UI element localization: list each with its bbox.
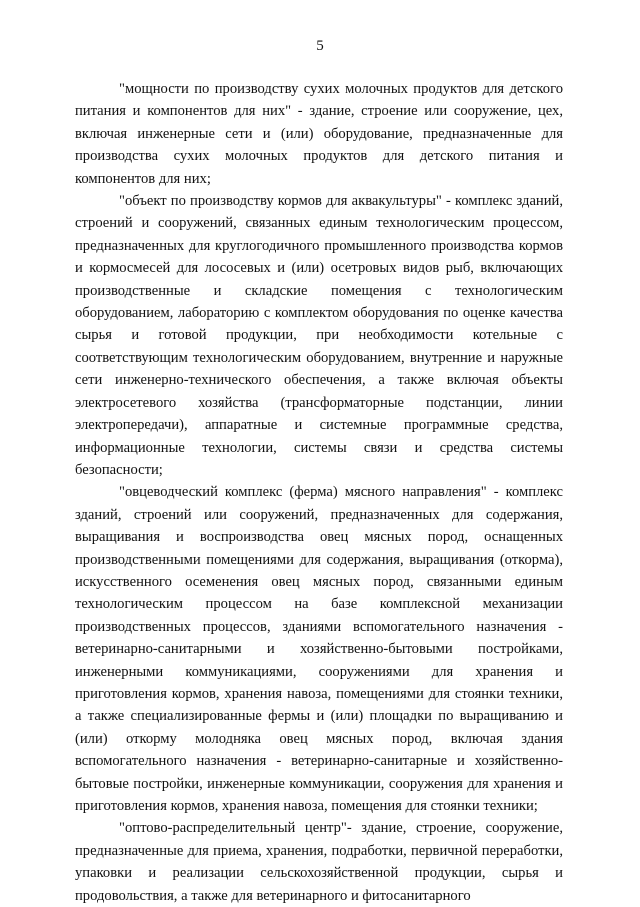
paragraph-wholesale-distribution-center: "оптово-распределительный центр"- здание, строение, сооружение, предназначенные для приема, хранения, подработки, первичной переработки, упаковки и реализации сельскохозяйственной продукции, сырья и продовольствия, а также для ветеринарного и фитосанитарного: [75, 820, 563, 904]
paragraph-aquaculture-feed-facility: "объект по производству кормов для аквакультуры" - комплекс зданий, строений и сооружений, связанных единым технологическим процессом, предназначенных для круглогодичного промышленного производства кормов и кормосмесей для лососевых и (или) осетровых видов рыб, включающих производственные и складские помещения с технологическим оборудованием, лабораторию с комплектом оборудования по оценке качества сырья и готовой продукции, при необходимости котельные с соответствующим технологическим оборудованием, внутренние и наружные сети инженерно-технического обеспечения, а также включая объекты электросетевого хозяйства (трансформаторные подстанции, линии электропередачи), аппаратные и системные программные средства, информационные технологии, системы связи и средства системы безопасности;: [75, 193, 563, 478]
paragraph-sheep-breeding-complex: "овцеводческий комплекс (ферма) мясного направления" - комплекс зданий, строений или сооружений, предназначенных для содержания, выращивания и воспроизводства овец мясных пород, оснащенных производственными помещениями для содержания, выращивания (откорма), искусственного осеменения овец мясных пород, связанными единым технологическим процессом на базе комплексной механизации производственных процессов, зданиями вспомогательного назначения - ветеринарно-санитарными и хозяйственно-бытовыми постройками, инженерными коммуникациями, сооружениями для хранения и приготовления кормов, хранения навоза, помещениями для стоянки техники, а также специализированные фермы и (или) площадки по выращиванию и (или) откорму молодняка овец мясных пород, включая здания вспомогательного назначения - ветеринарно-санитарные и хозяйственно-бытовые постройки, инженерные коммуникации, сооружения для хранения и приготовления кормов, хранения навоза, помещения для стоянки техники;: [75, 484, 563, 814]
page-number: 5: [316, 38, 324, 54]
paragraph-dry-milk-capacity: "мощности по производству сухих молочных продуктов для детского питания и компонентов для них" - здание, строение или сооружение, цех, включая инженерные сети и (или) оборудование, предназначенные для производства сухих молочных продуктов для детского питания и компонентов для них;: [75, 81, 563, 187]
document-body: [75, 78, 563, 907]
